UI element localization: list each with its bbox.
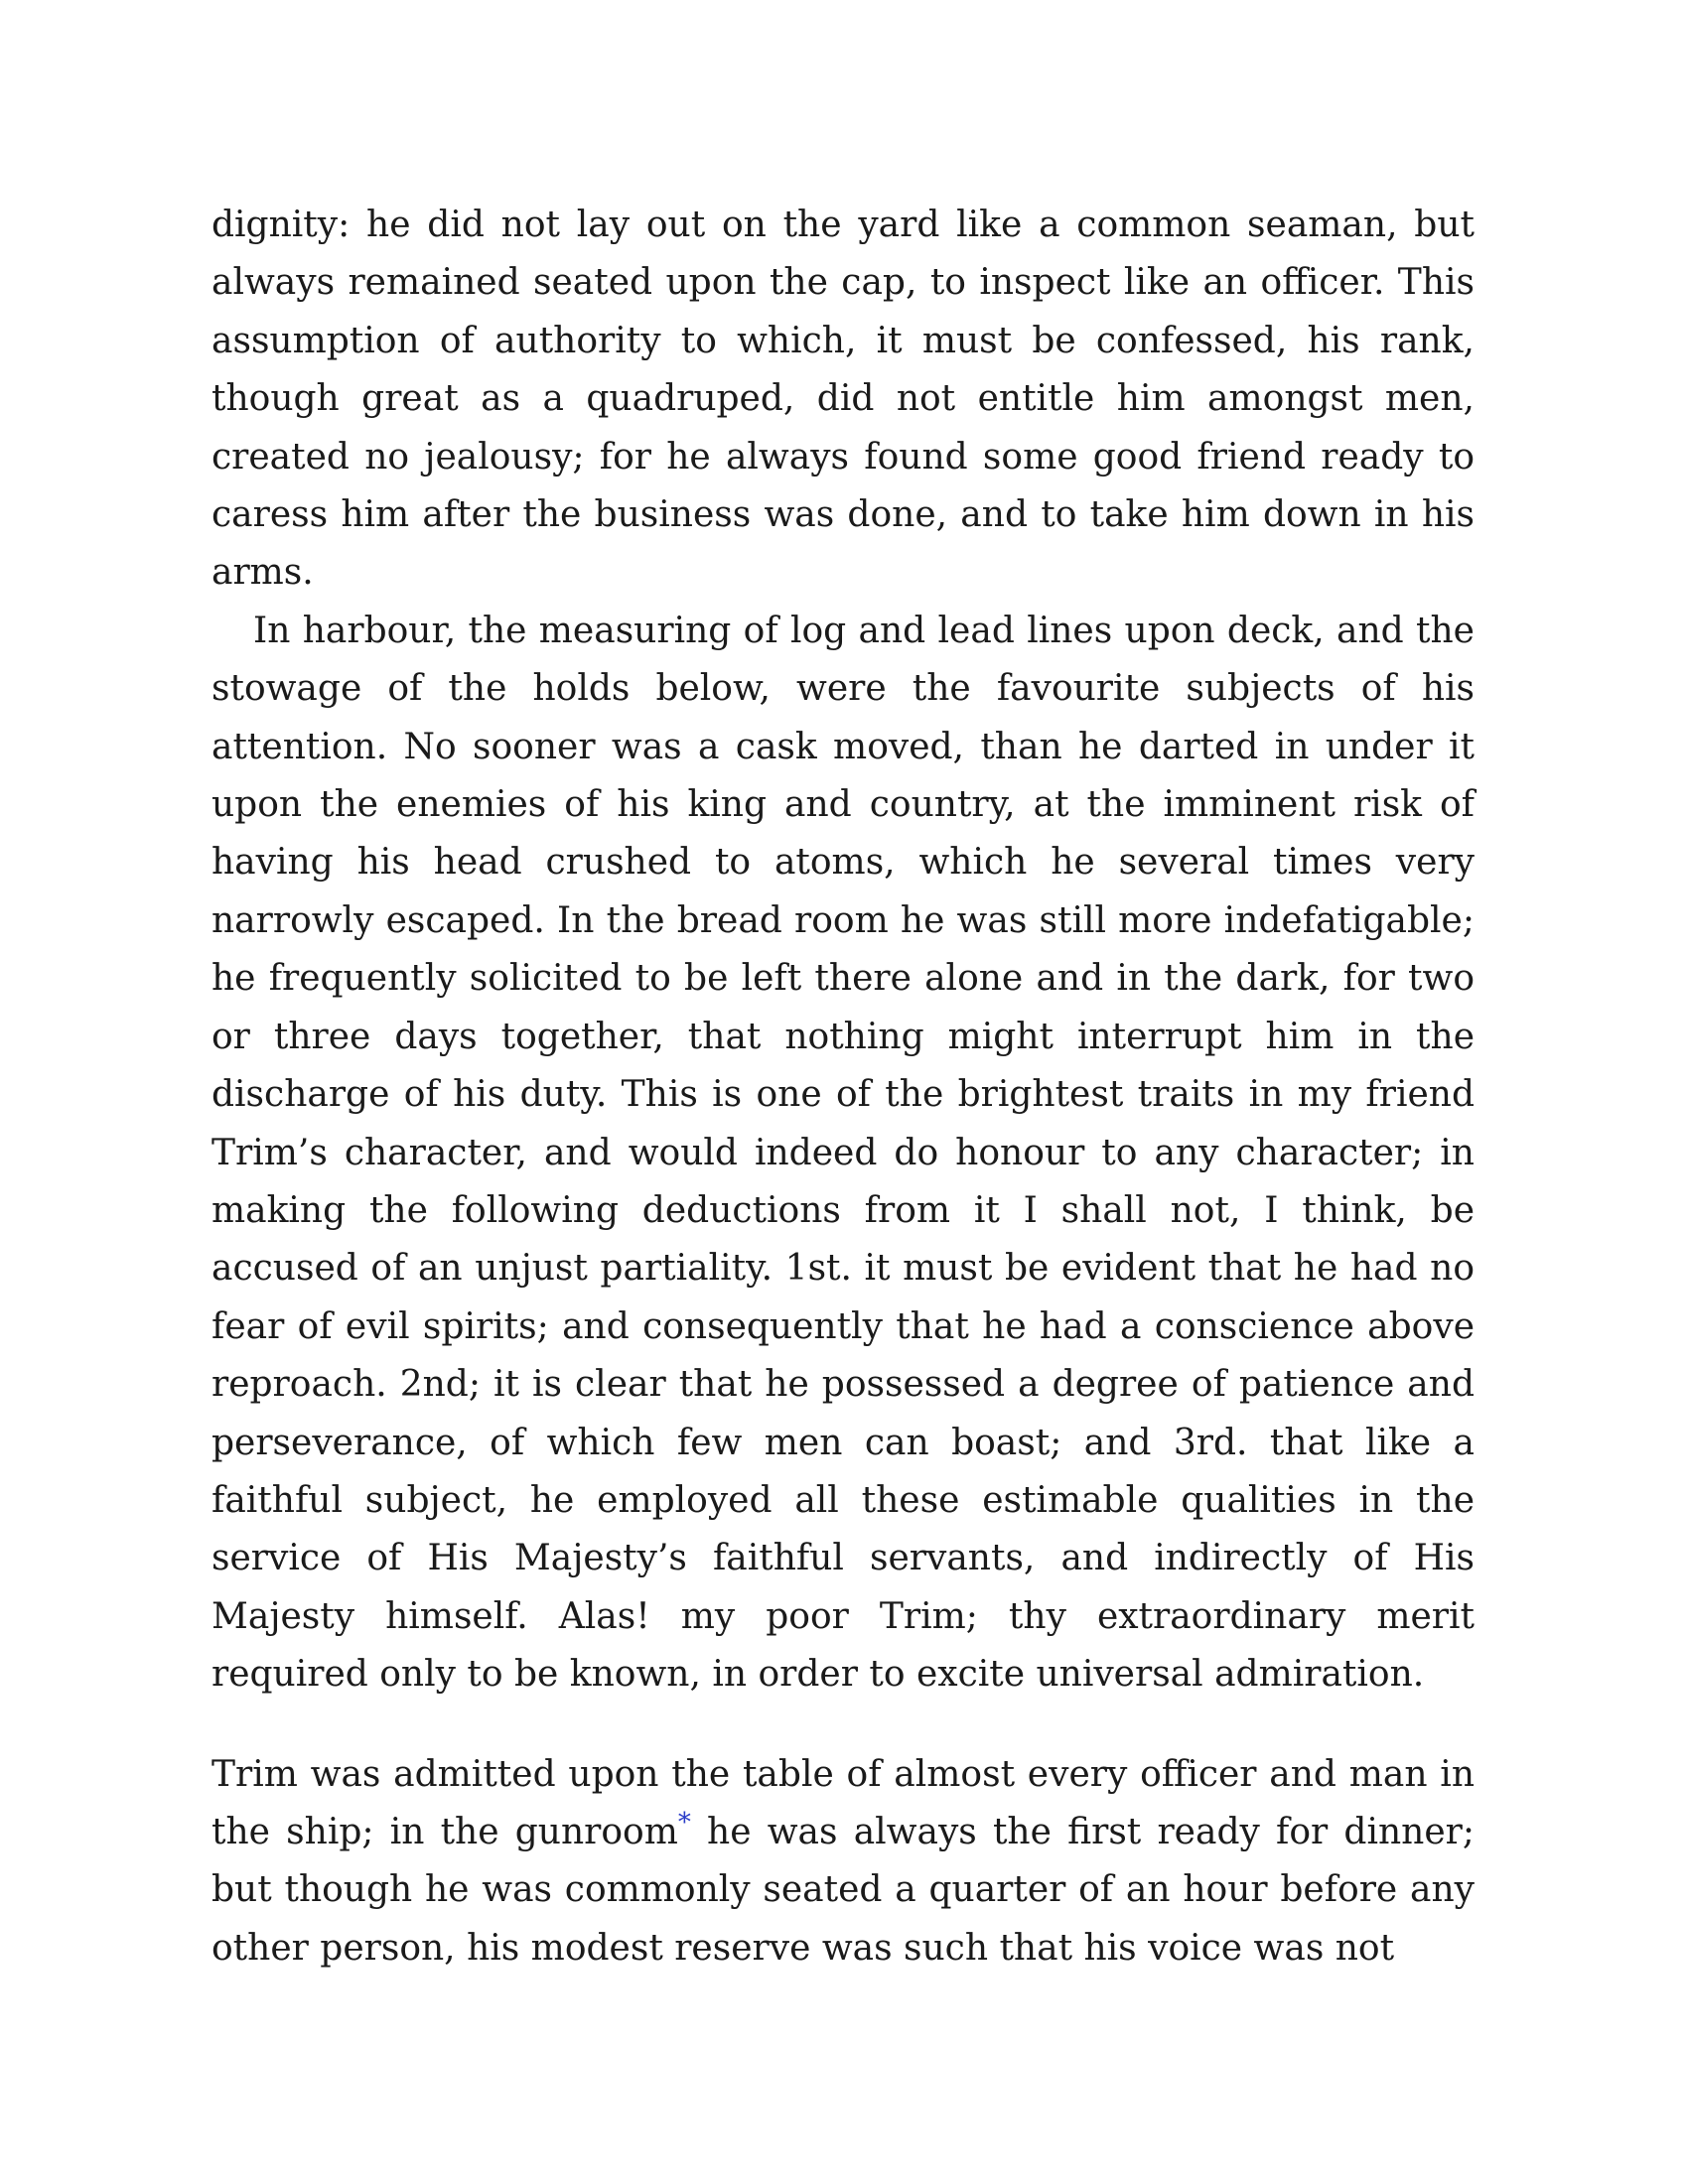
page-body [211,197,1475,1978]
paragraph-gunroom [211,1746,1475,1979]
paragraph-harbour: In harbour, the measuring of log and lead lines upon deck, and the stowage of the holds below, were the favourite subjects of his attention. No sooner was a cask moved, than he darted in under it upon the enemies of his king and country, at the imminent risk of having his head crushed to atoms, which he several times very narrowly escaped. In the bread room he was still more indefatigable; he frequently solicited to be left there alone and in the dark, for two or three days together, that nothing might interrupt him in the discharge of his duty. This is one of the brightest traits in my friend Trim’s character, and would indeed do honour to any character; in making the following deductions from it I shall not, I think, be accused of an unjust partiality. 1st. it must be evident that he had no fear of evil spirits; and consequently that he had a conscience above reproach. 2nd; it is clear that he possessed a degree of patience and perseverance, of which few men can boast; and 3rd. that like a faithful subject, he employed all these estimable qualities in the service of His Majesty’s faithful servants, and indirectly of His Majesty himself. Alas! my poor Trim; thy extraordinary merit required only to be known, in order to excite universal admiration. [211,610,1475,1696]
paragraph-gunroom-text-after: he was always the first ready for dinner; but though he was commonly seated a quarter of an hour before any other person, his modest reserve was such that his voice was not [211,1811,1475,1969]
paragraph-continuation: dignity: he did not lay out on the yard like a common seaman, but always remained seated upon the cap, to inspect like an officer. This assumption of authority to which, it must be confessed, his rank, though great as a quadruped, did not entitle him amongst men, created no jealousy; for he always found some good friend ready to caress him after the business was done, and to take him down in his arms. [211,205,1475,594]
paragraph-gunroom-text-before: Trim was admitted upon the table of almost every officer and man in the ship; in the gunroom [211,1753,1475,1852]
footnote-marker-link[interactable]: * [677,1807,691,1838]
